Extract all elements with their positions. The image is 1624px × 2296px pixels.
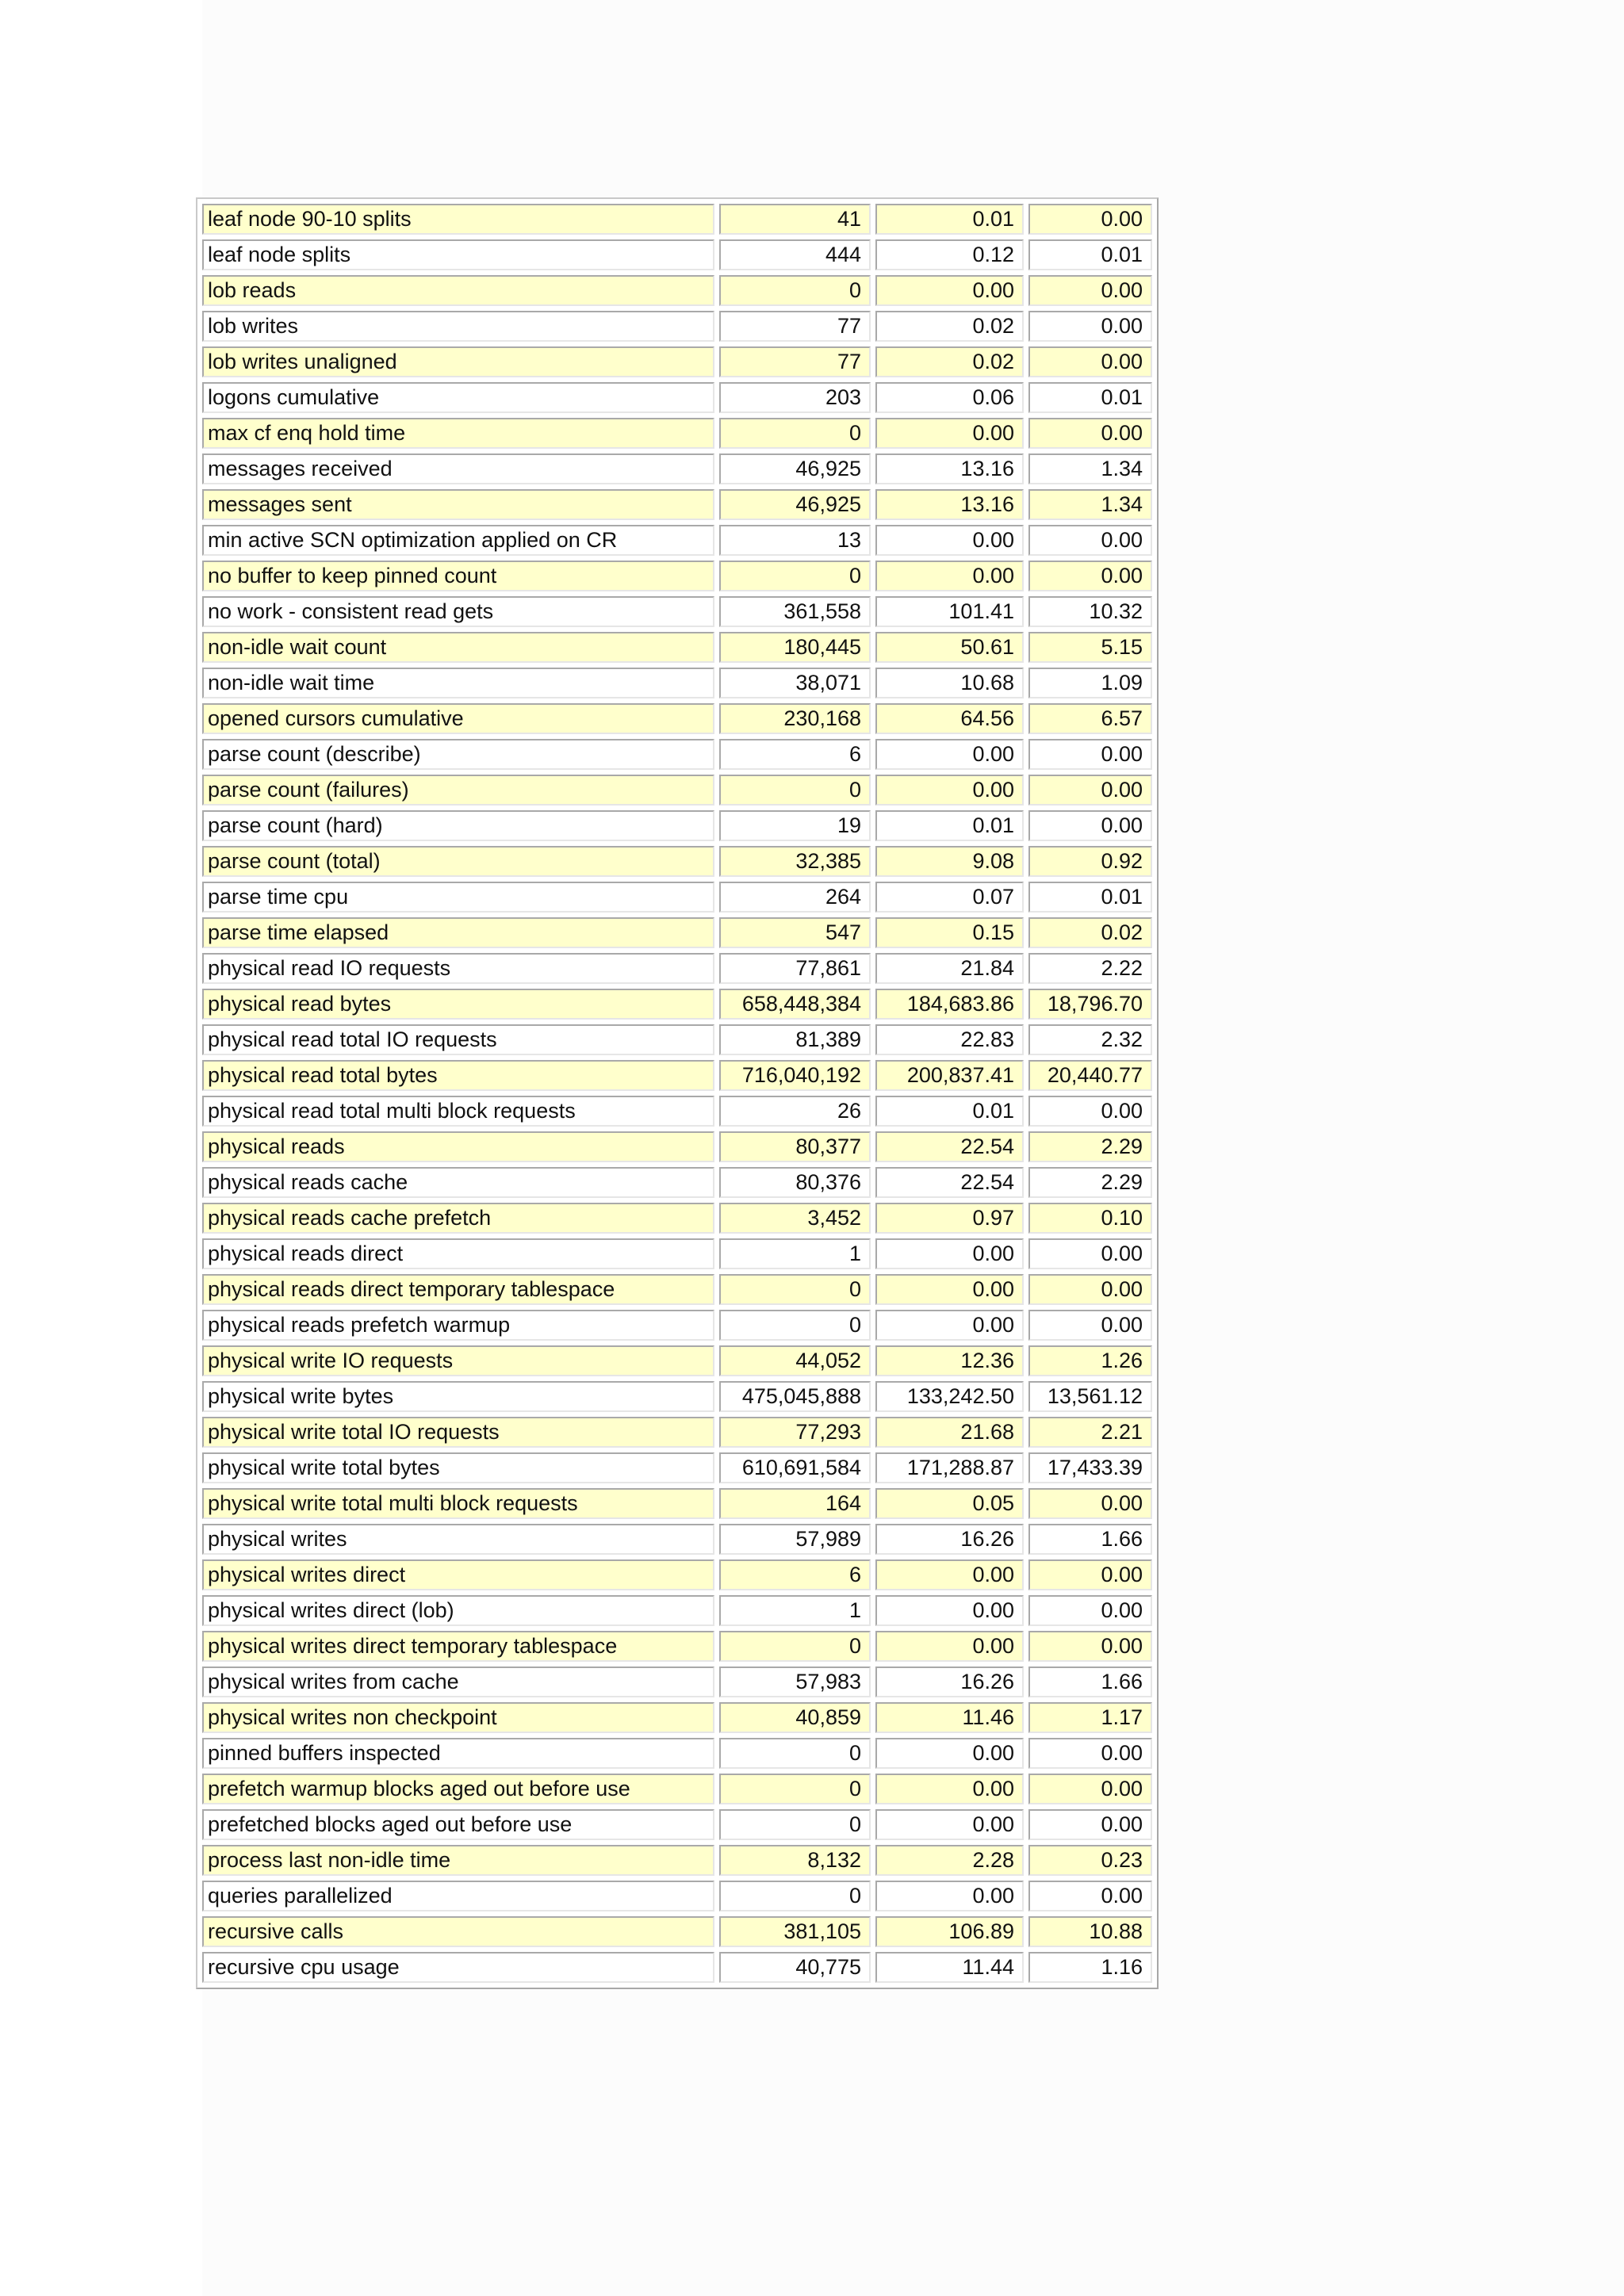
per-second-value-cell: 0.01	[875, 1096, 1024, 1127]
per-second-value-cell: 0.00	[875, 1310, 1024, 1341]
total-value-cell: 3,452	[719, 1203, 871, 1234]
per-second-value-cell: 11.46	[875, 1702, 1024, 1733]
table-row	[202, 953, 1152, 984]
per-second-value-cell: 0.00	[875, 775, 1024, 806]
statistic-name-cell: non-idle wait time	[202, 668, 714, 698]
per-second-value-cell: 133,242.50	[875, 1381, 1024, 1412]
total-value-cell: 46,925	[719, 453, 871, 484]
per-second-value-cell: 0.00	[875, 1559, 1024, 1590]
per-second-value-cell: 16.26	[875, 1667, 1024, 1697]
table-row	[202, 882, 1152, 913]
total-value-cell: 0	[719, 775, 871, 806]
total-value-cell: 361,558	[719, 596, 871, 627]
per-transaction-value-cell: 1.17	[1028, 1702, 1152, 1733]
statistic-name-cell: lob writes	[202, 311, 714, 342]
total-value-cell: 41	[719, 204, 871, 235]
per-transaction-value-cell: 0.00	[1028, 418, 1152, 449]
per-transaction-value-cell: 0.01	[1028, 382, 1152, 413]
statistic-name-cell: lob reads	[202, 275, 714, 306]
statistic-name-cell: messages received	[202, 453, 714, 484]
table-row	[202, 1167, 1152, 1198]
total-value-cell: 547	[719, 917, 871, 948]
statistic-name-cell: physical read IO requests	[202, 953, 714, 984]
per-second-value-cell: 0.00	[875, 1595, 1024, 1626]
per-second-value-cell: 21.84	[875, 953, 1024, 984]
table-row	[202, 204, 1152, 235]
statistic-name-cell: physical writes direct temporary tablespace	[202, 1631, 714, 1662]
total-value-cell: 46,925	[719, 489, 871, 520]
total-value-cell: 0	[719, 1881, 871, 1911]
total-value-cell: 40,859	[719, 1702, 871, 1733]
total-value-cell: 57,983	[719, 1667, 871, 1697]
per-transaction-value-cell: 13,561.12	[1028, 1381, 1152, 1412]
table-row	[202, 1881, 1152, 1911]
total-value-cell: 32,385	[719, 846, 871, 877]
total-value-cell: 8,132	[719, 1845, 871, 1876]
per-transaction-value-cell: 2.22	[1028, 953, 1152, 984]
table-row	[202, 668, 1152, 698]
table-row	[202, 239, 1152, 270]
per-second-value-cell: 22.54	[875, 1131, 1024, 1162]
total-value-cell: 19	[719, 810, 871, 841]
per-transaction-value-cell: 0.10	[1028, 1203, 1152, 1234]
table-row	[202, 1774, 1152, 1804]
total-value-cell: 658,448,384	[719, 989, 871, 1020]
total-value-cell: 381,105	[719, 1916, 871, 1947]
table-row	[202, 989, 1152, 1020]
table-row	[202, 1345, 1152, 1376]
total-value-cell: 164	[719, 1488, 871, 1519]
table-row	[202, 1595, 1152, 1626]
per-transaction-value-cell: 1.26	[1028, 1345, 1152, 1376]
per-transaction-value-cell: 0.00	[1028, 1238, 1152, 1269]
table-row	[202, 810, 1152, 841]
per-second-value-cell: 0.00	[875, 1881, 1024, 1911]
table-row	[202, 1524, 1152, 1555]
total-value-cell: 1	[719, 1238, 871, 1269]
per-second-value-cell: 0.05	[875, 1488, 1024, 1519]
statistic-name-cell: physical writes from cache	[202, 1667, 714, 1697]
per-transaction-value-cell: 0.00	[1028, 275, 1152, 306]
statistic-name-cell: prefetched blocks aged out before use	[202, 1809, 714, 1840]
per-second-value-cell: 11.44	[875, 1952, 1024, 1983]
table-row	[202, 1274, 1152, 1305]
table-row	[202, 846, 1152, 877]
per-second-value-cell: 50.61	[875, 632, 1024, 663]
per-second-value-cell: 0.00	[875, 561, 1024, 591]
table-row	[202, 1310, 1152, 1341]
per-second-value-cell: 0.00	[875, 1238, 1024, 1269]
statistic-name-cell: parse time elapsed	[202, 917, 714, 948]
per-transaction-value-cell: 2.29	[1028, 1131, 1152, 1162]
total-value-cell: 0	[719, 1631, 871, 1662]
per-transaction-value-cell: 0.00	[1028, 810, 1152, 841]
table-row	[202, 1488, 1152, 1519]
statistics-table-body	[202, 204, 1152, 1983]
per-second-value-cell: 0.01	[875, 810, 1024, 841]
per-second-value-cell: 10.68	[875, 668, 1024, 698]
per-transaction-value-cell: 1.66	[1028, 1524, 1152, 1555]
total-value-cell: 230,168	[719, 703, 871, 734]
statistic-name-cell: physical write total bytes	[202, 1452, 714, 1483]
per-second-value-cell: 21.68	[875, 1417, 1024, 1448]
table-row	[202, 525, 1152, 556]
per-second-value-cell: 22.54	[875, 1167, 1024, 1198]
statistic-name-cell: parse time cpu	[202, 882, 714, 913]
per-second-value-cell: 106.89	[875, 1916, 1024, 1947]
table-row	[202, 1131, 1152, 1162]
per-second-value-cell: 0.15	[875, 917, 1024, 948]
total-value-cell: 0	[719, 1310, 871, 1341]
per-second-value-cell: 64.56	[875, 703, 1024, 734]
per-second-value-cell: 184,683.86	[875, 989, 1024, 1020]
total-value-cell: 80,376	[719, 1167, 871, 1198]
per-second-value-cell: 0.07	[875, 882, 1024, 913]
total-value-cell: 13	[719, 525, 871, 556]
total-value-cell: 475,045,888	[719, 1381, 871, 1412]
per-second-value-cell: 0.00	[875, 1631, 1024, 1662]
table-row	[202, 1916, 1152, 1947]
table-row	[202, 1203, 1152, 1234]
per-transaction-value-cell: 1.34	[1028, 489, 1152, 520]
per-transaction-value-cell: 0.00	[1028, 775, 1152, 806]
table-row	[202, 703, 1152, 734]
per-transaction-value-cell: 10.88	[1028, 1916, 1152, 1947]
statistic-name-cell: logons cumulative	[202, 382, 714, 413]
statistic-name-cell: physical reads cache prefetch	[202, 1203, 714, 1234]
per-second-value-cell: 0.00	[875, 275, 1024, 306]
statistic-name-cell: physical write IO requests	[202, 1345, 714, 1376]
total-value-cell: 180,445	[719, 632, 871, 663]
table-row	[202, 346, 1152, 377]
table-row	[202, 275, 1152, 306]
statistic-name-cell: no work - consistent read gets	[202, 596, 714, 627]
per-second-value-cell: 0.02	[875, 311, 1024, 342]
per-transaction-value-cell: 5.15	[1028, 632, 1152, 663]
total-value-cell: 444	[719, 239, 871, 270]
statistic-name-cell: leaf node 90-10 splits	[202, 204, 714, 235]
statistic-name-cell: min active SCN optimization applied on CR	[202, 525, 714, 556]
per-second-value-cell: 0.01	[875, 204, 1024, 235]
per-transaction-value-cell: 2.29	[1028, 1167, 1152, 1198]
table-row	[202, 596, 1152, 627]
per-transaction-value-cell: 1.66	[1028, 1667, 1152, 1697]
total-value-cell: 6	[719, 739, 871, 770]
table-row	[202, 1702, 1152, 1733]
total-value-cell: 44,052	[719, 1345, 871, 1376]
statistic-name-cell: pinned buffers inspected	[202, 1738, 714, 1769]
per-second-value-cell: 16.26	[875, 1524, 1024, 1555]
statistic-name-cell: non-idle wait count	[202, 632, 714, 663]
statistic-name-cell: messages sent	[202, 489, 714, 520]
per-transaction-value-cell: 0.00	[1028, 1488, 1152, 1519]
per-transaction-value-cell: 0.00	[1028, 1631, 1152, 1662]
statistic-name-cell: physical writes direct (lob)	[202, 1595, 714, 1626]
statistic-name-cell: leaf node splits	[202, 239, 714, 270]
statistic-name-cell: physical read total IO requests	[202, 1024, 714, 1055]
per-transaction-value-cell: 0.02	[1028, 917, 1152, 948]
statistic-name-cell: physical reads prefetch warmup	[202, 1310, 714, 1341]
statistic-name-cell: process last non-idle time	[202, 1845, 714, 1876]
total-value-cell: 1	[719, 1595, 871, 1626]
statistic-name-cell: physical writes direct	[202, 1559, 714, 1590]
per-second-value-cell: 0.97	[875, 1203, 1024, 1234]
per-transaction-value-cell: 10.32	[1028, 596, 1152, 627]
per-transaction-value-cell: 0.00	[1028, 561, 1152, 591]
table-row	[202, 1381, 1152, 1412]
per-transaction-value-cell: 0.00	[1028, 1310, 1152, 1341]
total-value-cell: 38,071	[719, 668, 871, 698]
table-row	[202, 1559, 1152, 1590]
total-value-cell: 77,861	[719, 953, 871, 984]
total-value-cell: 203	[719, 382, 871, 413]
total-value-cell: 0	[719, 1274, 871, 1305]
statistic-name-cell: physical reads direct	[202, 1238, 714, 1269]
table-row	[202, 1738, 1152, 1769]
table-row	[202, 561, 1152, 591]
table-row	[202, 1452, 1152, 1483]
per-transaction-value-cell: 2.32	[1028, 1024, 1152, 1055]
total-value-cell: 0	[719, 561, 871, 591]
total-value-cell: 0	[719, 418, 871, 449]
per-second-value-cell: 200,837.41	[875, 1060, 1024, 1091]
per-transaction-value-cell: 0.00	[1028, 1774, 1152, 1804]
per-transaction-value-cell: 0.00	[1028, 346, 1152, 377]
table-row	[202, 382, 1152, 413]
statistic-name-cell: parse count (describe)	[202, 739, 714, 770]
statistic-name-cell: max cf enq hold time	[202, 418, 714, 449]
total-value-cell: 26	[719, 1096, 871, 1127]
table-row	[202, 1417, 1152, 1448]
per-second-value-cell: 0.00	[875, 525, 1024, 556]
per-transaction-value-cell: 1.09	[1028, 668, 1152, 698]
per-transaction-value-cell: 0.01	[1028, 882, 1152, 913]
table-row	[202, 739, 1152, 770]
per-second-value-cell: 13.16	[875, 489, 1024, 520]
per-transaction-value-cell: 0.00	[1028, 1595, 1152, 1626]
table-row	[202, 1809, 1152, 1840]
per-transaction-value-cell: 1.16	[1028, 1952, 1152, 1983]
total-value-cell: 610,691,584	[719, 1452, 871, 1483]
per-transaction-value-cell: 17,433.39	[1028, 1452, 1152, 1483]
statistic-name-cell: parse count (failures)	[202, 775, 714, 806]
table-row	[202, 418, 1152, 449]
per-transaction-value-cell: 20,440.77	[1028, 1060, 1152, 1091]
per-second-value-cell: 0.00	[875, 1738, 1024, 1769]
total-value-cell: 0	[719, 1809, 871, 1840]
total-value-cell: 77	[719, 311, 871, 342]
per-transaction-value-cell: 6.57	[1028, 703, 1152, 734]
statistic-name-cell: physical read bytes	[202, 989, 714, 1020]
statistic-name-cell: no buffer to keep pinned count	[202, 561, 714, 591]
per-transaction-value-cell: 0.00	[1028, 1096, 1152, 1127]
statistic-name-cell: lob writes unaligned	[202, 346, 714, 377]
total-value-cell: 0	[719, 275, 871, 306]
total-value-cell: 0	[719, 1738, 871, 1769]
table-row	[202, 775, 1152, 806]
statistic-name-cell: physical read total multi block requests	[202, 1096, 714, 1127]
per-second-value-cell: 0.06	[875, 382, 1024, 413]
per-second-value-cell: 22.83	[875, 1024, 1024, 1055]
statistic-name-cell: physical reads cache	[202, 1167, 714, 1198]
table-row	[202, 1238, 1152, 1269]
statistics-table	[196, 197, 1159, 1989]
statistic-name-cell: physical reads	[202, 1131, 714, 1162]
table-row	[202, 1952, 1152, 1983]
per-transaction-value-cell: 18,796.70	[1028, 989, 1152, 1020]
statistic-name-cell: physical write total IO requests	[202, 1417, 714, 1448]
statistic-name-cell: physical writes non checkpoint	[202, 1702, 714, 1733]
per-transaction-value-cell: 2.21	[1028, 1417, 1152, 1448]
per-second-value-cell: 0.02	[875, 346, 1024, 377]
total-value-cell: 0	[719, 1774, 871, 1804]
per-transaction-value-cell: 0.00	[1028, 1738, 1152, 1769]
per-transaction-value-cell: 0.01	[1028, 239, 1152, 270]
statistic-name-cell: physical reads direct temporary tablespace	[202, 1274, 714, 1305]
per-second-value-cell: 0.00	[875, 1809, 1024, 1840]
total-value-cell: 40,775	[719, 1952, 871, 1983]
per-second-value-cell: 13.16	[875, 453, 1024, 484]
table-row	[202, 489, 1152, 520]
total-value-cell: 264	[719, 882, 871, 913]
per-second-value-cell: 0.00	[875, 739, 1024, 770]
table-row	[202, 632, 1152, 663]
total-value-cell: 77	[719, 346, 871, 377]
total-value-cell: 77,293	[719, 1417, 871, 1448]
statistic-name-cell: parse count (total)	[202, 846, 714, 877]
per-transaction-value-cell: 0.00	[1028, 525, 1152, 556]
per-transaction-value-cell: 0.00	[1028, 739, 1152, 770]
table-row	[202, 1667, 1152, 1697]
per-second-value-cell: 0.00	[875, 418, 1024, 449]
per-transaction-value-cell: 0.00	[1028, 1881, 1152, 1911]
statistic-name-cell: queries parallelized	[202, 1881, 714, 1911]
statistic-name-cell: physical write bytes	[202, 1381, 714, 1412]
per-second-value-cell: 2.28	[875, 1845, 1024, 1876]
per-transaction-value-cell: 0.92	[1028, 846, 1152, 877]
per-transaction-value-cell: 0.00	[1028, 1274, 1152, 1305]
per-second-value-cell: 0.00	[875, 1274, 1024, 1305]
table-row	[202, 917, 1152, 948]
statistic-name-cell: parse count (hard)	[202, 810, 714, 841]
total-value-cell: 716,040,192	[719, 1060, 871, 1091]
table-row	[202, 1845, 1152, 1876]
statistic-name-cell: opened cursors cumulative	[202, 703, 714, 734]
per-transaction-value-cell: 0.00	[1028, 1809, 1152, 1840]
statistic-name-cell: physical writes	[202, 1524, 714, 1555]
total-value-cell: 80,377	[719, 1131, 871, 1162]
per-transaction-value-cell: 0.00	[1028, 204, 1152, 235]
statistic-name-cell: physical write total multi block requests	[202, 1488, 714, 1519]
per-second-value-cell: 101.41	[875, 596, 1024, 627]
table-row	[202, 1631, 1152, 1662]
per-second-value-cell: 12.36	[875, 1345, 1024, 1376]
per-second-value-cell: 171,288.87	[875, 1452, 1024, 1483]
total-value-cell: 57,989	[719, 1524, 871, 1555]
statistic-name-cell: recursive cpu usage	[202, 1952, 714, 1983]
total-value-cell: 81,389	[719, 1024, 871, 1055]
statistic-name-cell: prefetch warmup blocks aged out before use	[202, 1774, 714, 1804]
statistic-name-cell: recursive calls	[202, 1916, 714, 1947]
table-row	[202, 1096, 1152, 1127]
table-row	[202, 1060, 1152, 1091]
per-transaction-value-cell: 0.00	[1028, 311, 1152, 342]
total-value-cell: 6	[719, 1559, 871, 1590]
table-row	[202, 453, 1152, 484]
per-second-value-cell: 0.12	[875, 239, 1024, 270]
table-row	[202, 311, 1152, 342]
table-row	[202, 1024, 1152, 1055]
per-second-value-cell: 9.08	[875, 846, 1024, 877]
per-second-value-cell: 0.00	[875, 1774, 1024, 1804]
statistic-name-cell: physical read total bytes	[202, 1060, 714, 1091]
per-transaction-value-cell: 0.00	[1028, 1559, 1152, 1590]
per-transaction-value-cell: 1.34	[1028, 453, 1152, 484]
per-transaction-value-cell: 0.23	[1028, 1845, 1152, 1876]
